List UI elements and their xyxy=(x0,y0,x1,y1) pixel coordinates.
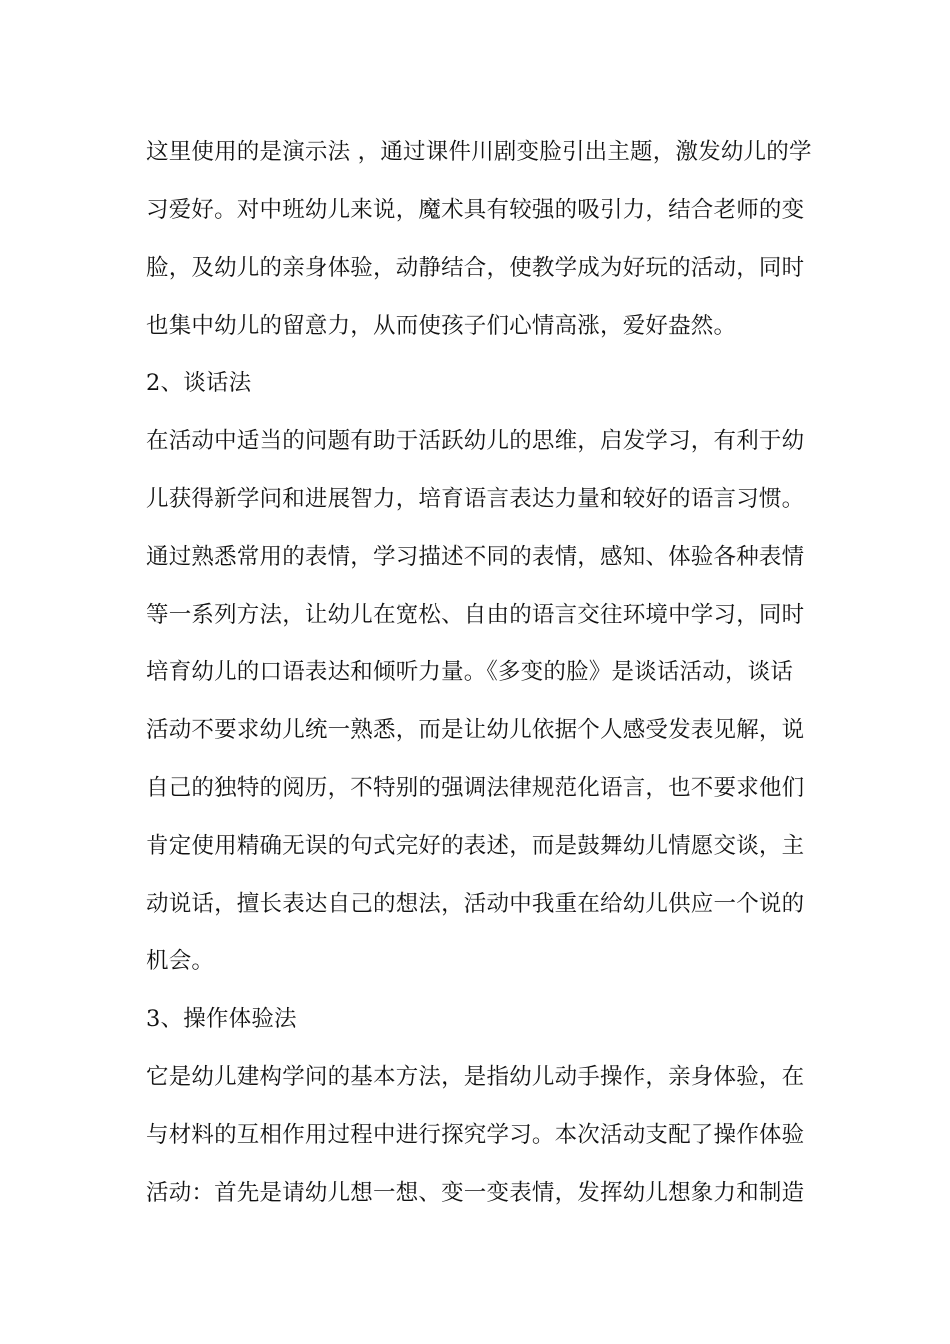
section-heading-3: 3、操作体验法 xyxy=(146,1006,297,1032)
paragraph-3-line-3: 活动：首先是请幼儿想一想、变一变表情，发挥幼儿想象力和制造 xyxy=(146,1180,805,1206)
paragraph-1-line-1: 这里使用的是演示法 ，通过课件川剧变脸引出主题，激发幼儿的学 xyxy=(146,139,812,165)
paragraph-2-line-1: 在活动中适当的问题有助于活跃幼儿的思维，启发学习，有利于幼 xyxy=(146,428,805,454)
paragraph-2-line-5: 培育幼儿的口语表达和倾听力量。《多变的脸》是谈话活动，谈话 xyxy=(146,659,794,685)
paragraph-2-line-9: 动说话，擅长表达自己的想法，活动中我重在给幼儿供应一个说的 xyxy=(146,891,805,917)
paragraph-2-line-4: 等一系列方法，让幼儿在宽松、自由的语言交往环境中学习，同时 xyxy=(146,602,805,628)
paragraph-2-line-6: 活动不要求幼儿统一熟悉，而是让幼儿依据个人感受发表见解，说 xyxy=(146,717,805,743)
paragraph-2-line-8: 肯定使用精确无误的句式完好的表述，而是鼓舞幼儿情愿交谈，主 xyxy=(146,833,805,859)
paragraph-2-line-10: 机会。 xyxy=(146,948,215,974)
paragraph-2-line-7: 自己的独特的阅历，不特别的强调法律规范化语言，也不要求他们 xyxy=(146,775,805,801)
paragraph-1-line-2: 习爱好。对中班幼儿来说，魔术具有较强的吸引力，结合老师的变 xyxy=(146,197,805,223)
paragraph-1-line-3: 脸，及幼儿的亲身体验，动静结合，使教学成为好玩的活动，同时 xyxy=(146,255,805,281)
paragraph-1-line-4: 也集中幼儿的留意力，从而使孩子们心情高涨，爱好盎然。 xyxy=(146,313,737,339)
section-heading-2: 2、谈话法 xyxy=(146,370,252,396)
paragraph-2-line-3: 通过熟悉常用的表情，学习描述不同的表情，感知、体验各种表情 xyxy=(146,544,805,570)
paragraph-2-line-2: 儿获得新学问和进展智力，培育语言表达力量和较好的语言习惯。 xyxy=(146,486,805,512)
paragraph-3-line-1: 它是幼儿建构学问的基本方法，是指幼儿动手操作，亲身体验，在 xyxy=(146,1064,805,1090)
paragraph-3-line-2: 与材料的互相作用过程中进行探究学习。本次活动支配了操作体验 xyxy=(146,1122,805,1148)
